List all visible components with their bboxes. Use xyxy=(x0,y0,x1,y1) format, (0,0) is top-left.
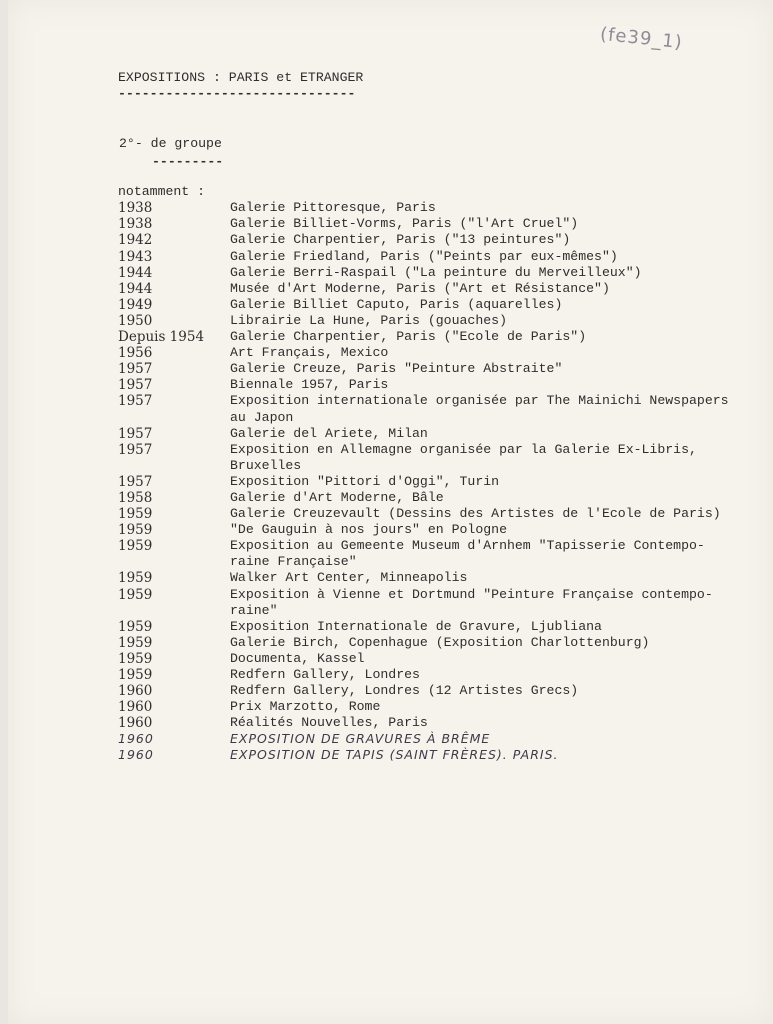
entry-year: 1959 xyxy=(118,538,153,555)
entry-year: 1960 xyxy=(118,731,154,747)
exhibition-entry xyxy=(118,522,773,538)
entry-line: "De Gauguin à nos jours" en Pologne xyxy=(230,522,507,538)
entry-year: 1958 xyxy=(118,489,153,506)
entry-year: 1959 xyxy=(118,650,153,667)
exhibition-entry xyxy=(118,297,773,313)
entry-line: Galerie Billiet Caputo, Paris (aquarelles) xyxy=(230,296,563,312)
entry-line: Galerie Charpentier, Paris ("13 peintures") xyxy=(230,232,571,248)
document-body xyxy=(118,70,773,764)
exhibition-entry xyxy=(118,490,773,506)
intro-text: notamment : xyxy=(118,184,206,200)
exhibition-entry xyxy=(118,393,773,425)
entry-year: 1957 xyxy=(118,473,153,490)
entry-description xyxy=(230,699,773,715)
exhibition-entry xyxy=(118,715,773,731)
entry-year: 1959 xyxy=(118,667,153,683)
entry-year: 1942 xyxy=(118,232,153,249)
entry-description xyxy=(230,232,773,248)
entry-description xyxy=(230,297,773,313)
entry-description xyxy=(230,377,773,393)
exhibition-entry xyxy=(118,200,773,216)
entry-description xyxy=(230,587,773,619)
entry-line: raine" xyxy=(230,602,278,618)
entry-year: 1959 xyxy=(118,634,153,651)
exhibition-entry xyxy=(118,667,773,683)
entry-line: Walker Art Center, Minneapolis xyxy=(230,570,468,586)
exhibition-entry xyxy=(118,747,773,763)
entry-description xyxy=(230,747,773,763)
document-page xyxy=(8,0,773,1024)
entry-line: Galerie Charpentier, Paris ("Ecole de Paris") xyxy=(230,329,587,345)
entry-line: Galerie Creuzevault (Dessins des Artistes de l'Ecole de Paris) xyxy=(230,506,721,522)
entry-line: Exposition à Vienne et Dortmund "Peinture Française contempo- xyxy=(230,586,713,602)
entry-line: Galerie del Ariete, Milan xyxy=(230,425,428,441)
entry-year: 1960 xyxy=(118,715,153,732)
entry-line: EXPOSITION DE GRAVURES À BRÊME xyxy=(230,731,491,747)
exhibition-entry xyxy=(118,281,773,297)
entry-description xyxy=(230,361,773,377)
entry-year: 1959 xyxy=(118,618,153,635)
entry-line: Galerie d'Art Moderne, Bâle xyxy=(230,489,444,505)
entry-description xyxy=(230,570,773,586)
entry-line: Galerie Creuze, Paris "Peinture Abstraite" xyxy=(230,361,563,377)
exhibition-entry xyxy=(118,361,773,377)
entry-year: 1959 xyxy=(118,506,153,523)
entry-line: Bruxelles xyxy=(230,457,302,473)
entry-description xyxy=(230,345,773,361)
exhibition-entry xyxy=(118,587,773,619)
exhibition-entry xyxy=(118,683,773,699)
entry-description xyxy=(230,393,773,425)
entry-year: 1957 xyxy=(118,441,153,458)
entry-description xyxy=(230,426,773,442)
entry-line: Exposition internationale organisée par The Mainichi Newspapers xyxy=(230,393,729,409)
entry-description xyxy=(230,715,773,731)
entry-line: Prix Marzotto, Rome xyxy=(230,699,381,715)
entry-year: 1957 xyxy=(118,377,153,394)
entry-description xyxy=(230,281,773,297)
exhibition-entry xyxy=(118,506,773,522)
exhibition-entry xyxy=(118,313,773,329)
entry-year: Depuis 1954 xyxy=(118,329,205,346)
exhibition-entry xyxy=(118,329,773,345)
entry-year: 1960 xyxy=(118,747,154,763)
entry-year: 1938 xyxy=(118,216,153,233)
entry-line: Redfern Gallery, Londres xyxy=(230,667,420,682)
entry-year: 1938 xyxy=(118,200,153,217)
entry-year: 1960 xyxy=(118,699,153,716)
entry-year: 1944 xyxy=(118,264,153,281)
entry-year: 1943 xyxy=(118,248,153,265)
subtitle-underline: --------- xyxy=(152,154,224,170)
entry-year: 1949 xyxy=(118,296,153,313)
entry-description xyxy=(230,538,773,570)
entry-description xyxy=(230,265,773,281)
entry-line: Documenta, Kassel xyxy=(230,650,365,666)
entry-description xyxy=(230,667,773,683)
entry-line: Galerie Birch, Copenhague (Exposition Charlottenburg) xyxy=(230,634,650,650)
exhibition-entry xyxy=(118,570,773,586)
exhibition-entry xyxy=(118,377,773,393)
entry-line: Redfern Gallery, Londres (12 Artistes Grecs) xyxy=(230,683,579,699)
entry-line: Galerie Billiet-Vorms, Paris ("l'Art Cruel") xyxy=(230,216,579,232)
entry-year: 1959 xyxy=(118,570,153,587)
entry-line: Exposition Internationale de Gravure, Ljubliana xyxy=(230,618,602,634)
exhibition-entry xyxy=(118,651,773,667)
entry-year: 1950 xyxy=(118,312,153,329)
exhibition-list xyxy=(118,200,773,763)
entry-description xyxy=(230,200,773,216)
entry-description xyxy=(230,506,773,522)
entry-line: Réalités Nouvelles, Paris xyxy=(230,715,428,731)
exhibition-entry xyxy=(118,619,773,635)
exhibition-entry xyxy=(118,474,773,490)
section-subtitle: 2°- de groupe xyxy=(119,136,222,152)
exhibition-entry xyxy=(118,699,773,715)
entry-description xyxy=(230,313,773,329)
exhibition-entry xyxy=(118,345,773,361)
exhibition-entry xyxy=(118,232,773,248)
entry-description xyxy=(230,474,773,490)
document-title: EXPOSITIONS : PARIS et ETRANGER xyxy=(118,70,364,85)
entry-year: 1957 xyxy=(118,361,153,378)
exhibition-entry xyxy=(118,731,773,747)
exhibition-entry xyxy=(118,538,773,570)
entry-description xyxy=(230,249,773,265)
entry-description xyxy=(230,329,773,345)
title-underline: ------------------------------ xyxy=(118,86,356,102)
entry-description xyxy=(230,635,773,651)
exhibition-entry xyxy=(118,635,773,651)
entry-year: 1959 xyxy=(118,522,153,539)
entry-line: Galerie Friedland, Paris ("Peints par eux-mêmes") xyxy=(230,248,618,264)
entry-description xyxy=(230,619,773,635)
exhibition-entry xyxy=(118,426,773,442)
entry-line: EXPOSITION DE TAPIS (SAINT FRÈRES). PARIS. xyxy=(230,747,559,763)
entry-year: 1959 xyxy=(118,586,153,603)
entry-line: Exposition au Gemeente Museum d'Arnhem "Tapisserie Contempo- xyxy=(230,538,705,554)
entry-line: Art Français, Mexico xyxy=(230,345,389,361)
entry-line: raine Française" xyxy=(230,554,357,570)
entry-description xyxy=(230,731,773,747)
entry-description xyxy=(230,216,773,232)
entry-line: Galerie Pittoresque, Paris xyxy=(230,200,436,216)
entry-year: 1957 xyxy=(118,425,153,442)
entry-year: 1960 xyxy=(118,683,153,700)
exhibition-entry xyxy=(118,265,773,281)
entry-description xyxy=(230,442,773,474)
entry-line: Exposition "Pittori d'Oggi", Turin xyxy=(230,473,500,489)
exhibition-entry xyxy=(118,216,773,232)
exhibition-entry xyxy=(118,249,773,265)
entry-line: Biennale 1957, Paris xyxy=(230,377,389,393)
entry-line: au Japon xyxy=(230,409,294,425)
handwritten-annotation: (fe39_1) xyxy=(599,23,684,54)
entry-description xyxy=(230,490,773,506)
entry-description xyxy=(230,683,773,699)
entry-description xyxy=(230,651,773,667)
entry-line: Exposition en Allemagne organisée par la Galerie Ex-Libris, xyxy=(230,441,697,457)
entry-description xyxy=(230,522,773,538)
entry-year: 1944 xyxy=(118,280,153,297)
entry-year: 1956 xyxy=(118,345,153,362)
entry-line: Musée d'Art Moderne, Paris ("Art et Résistance") xyxy=(230,280,610,296)
entry-line: Galerie Berri-Raspail ("La peinture du Merveilleux") xyxy=(230,264,642,280)
entry-line: Librairie La Hune, Paris (gouaches) xyxy=(230,312,507,328)
entry-year: 1957 xyxy=(118,393,153,410)
exhibition-entry xyxy=(118,442,773,474)
